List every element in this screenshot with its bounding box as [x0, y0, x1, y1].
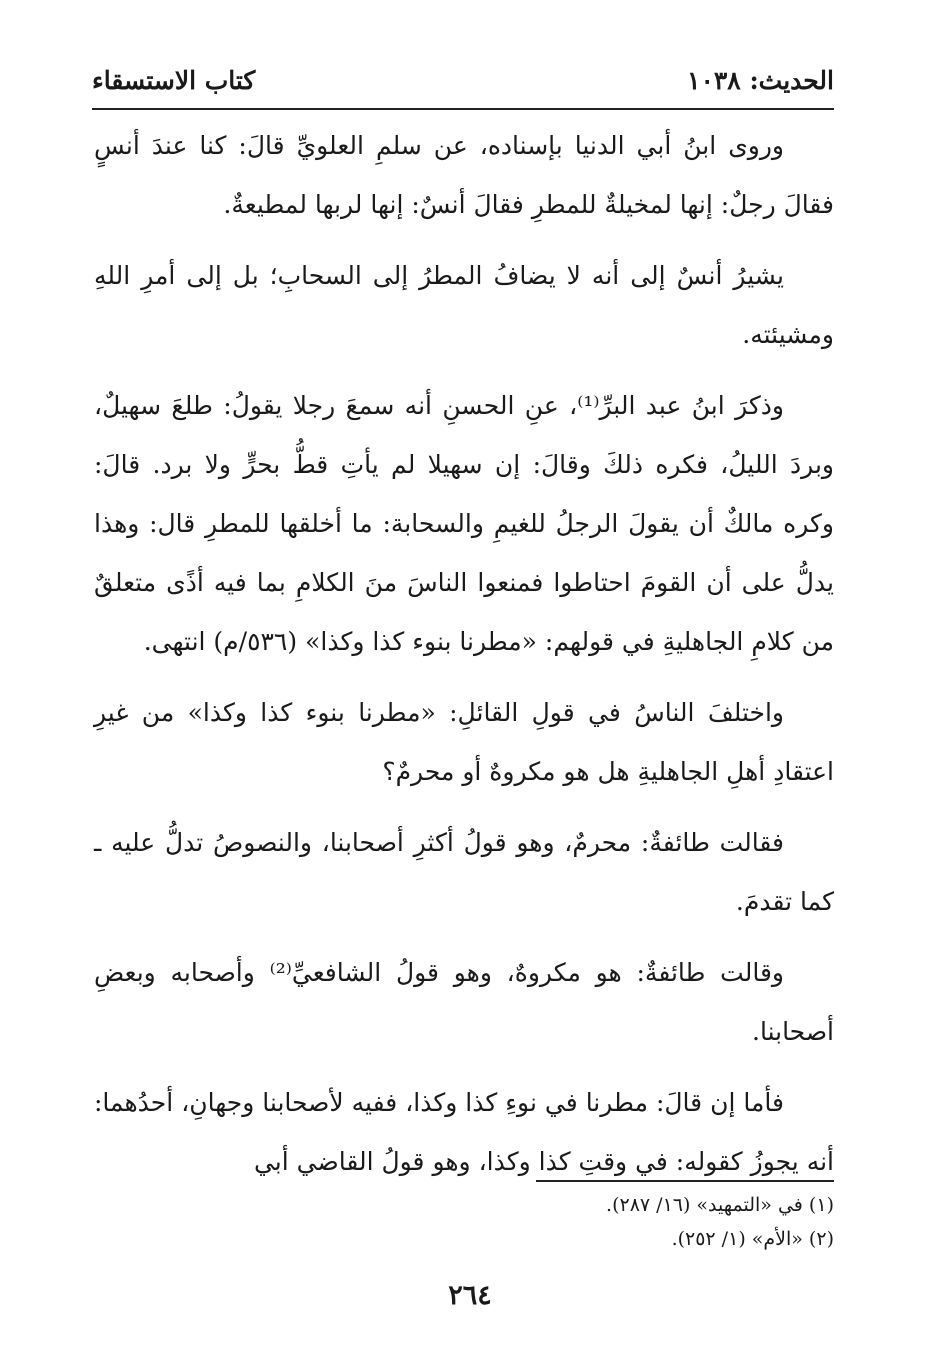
footnotes — [94, 1188, 834, 1256]
paragraph: وذكرَ ابنُ عبد البرِّ⁽¹⁾، عنِ الحسنِ أنه سمعَ رجلا يقولُ: طلعَ سهيلٌ، وبردَ الليلُ، فكره ذلكَ وقالَ: إن سهيلا لم يأتِ قطُّ بحرٍّ ولا برد. قالَ: وكره مالكٌ أن يقولَ الرجلُ للغيمِ والسحابة: ما أخلقها للمطرِ قال: وهذا يدلُّ على أن القومَ احتاطوا فمنعوا الناسَ منَ الكلامِ بما فيه أذًى متعلقٌ من كلامِ الجاهليةِ في قولهم: «مطرنا بنوء كذا وكذا» (٥٣٦/م) انتهى. — [94, 391, 834, 656]
footnote-1: (١) في «التمهيد» (١٦/ ٢٨٧). — [606, 1194, 834, 1216]
paragraph: فأما إن قالَ: مطرنا في نوءِ كذا وكذا، ففيه لأصحابنا وجهانِ، أحدُهما: أنه يجوزُ كقوله: في وقتِ كذا وكذا، وهو قولُ القاضي أبي — [94, 1088, 834, 1176]
main-text — [94, 116, 834, 1203]
page-header — [92, 60, 834, 106]
paragraph: وقالت طائفةٌ: هو مكروهٌ، وهو قولُ الشافعيِّ⁽²⁾ وأصحابه وبعضِ أصحابنا. — [94, 958, 834, 1046]
header-divider — [92, 108, 834, 110]
paragraph: وروى ابنُ أبي الدنيا بإسناده، عن سلمِ العلويِّ قالَ: كنا عندَ أنسٍ فقالَ رجلٌ: إنها لمخيلةٌ للمطرِ فقالَ أنسٌ: إنها لربها لمطيعةٌ. — [94, 131, 834, 219]
page-number: ٢٦٤ — [448, 1280, 492, 1311]
footnote-2: (٢) «الأم» (١/ ٢٥٢). — [671, 1228, 834, 1250]
chapter-title: كتاب الاستسقاء — [92, 66, 256, 95]
paragraph: يشيرُ أنسٌ إلى أنه لا يضافُ المطرُ إلى السحابِ؛ بل إلى أمرِ اللهِ ومشيئته. — [94, 261, 834, 349]
footnote-divider — [536, 1180, 834, 1182]
paragraph: فقالت طائفةٌ: محرمٌ، وهو قولُ أكثرِ أصحابنا، والنصوصُ تدلُّ عليه ـ كما تقدمَ. — [94, 828, 834, 916]
paragraph: واختلفَ الناسُ في قولِ القائلِ: «مطرنا بنوء كذا وكذا» من غيرِ اعتقادِ أهلِ الجاهليةِ هل هو مكروهٌ أو محرمٌ؟ — [94, 698, 834, 786]
hadith-number-label: الحديث: ١٠٣٨ — [687, 66, 834, 95]
